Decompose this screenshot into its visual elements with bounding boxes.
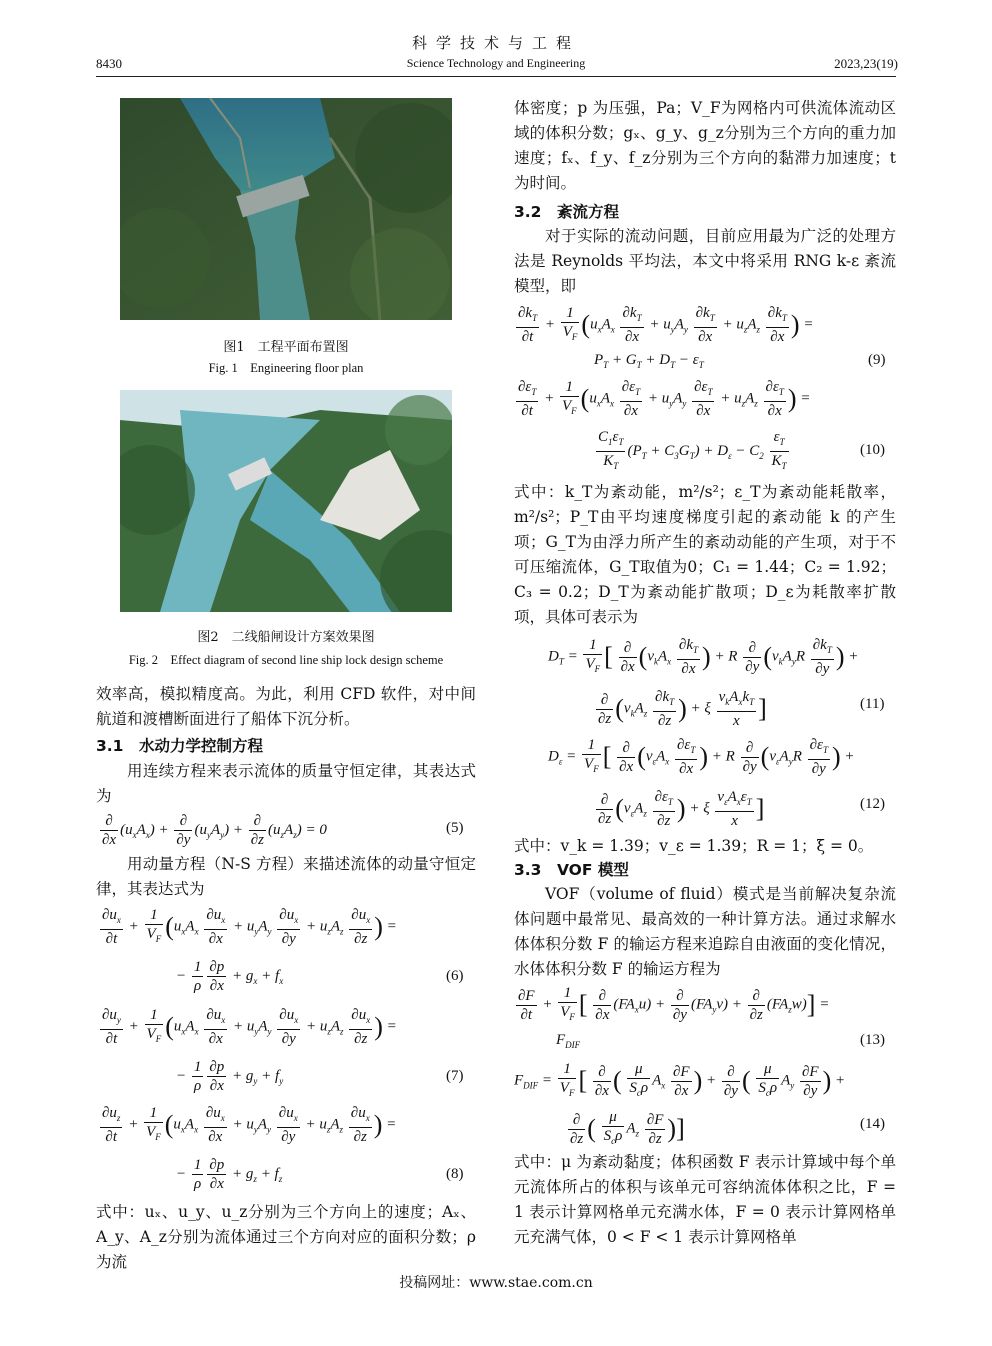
equation-13-rhs: $F_{DIF}$ — [556, 1032, 581, 1050]
left-intro-paragraph: 效率高，模拟精度高。为此，利用 CFD 软件，对中间航道和渡槽断面进行了船体下沉分析。 — [96, 685, 476, 728]
journal-title-en: Science Technology and Engineering — [406, 56, 586, 70]
section-3-3-heading: 3.3 VOF 模型 — [514, 861, 629, 879]
continuity-intro: 用连续方程来表示流体的质量守恒定律，其表达式为 — [96, 762, 476, 805]
equation-5: $\frac{\partial}{\partial x}$ $(u_xA_x)$ + $\frac{\partial}{\partial y}$ $(u_yA_y)$ + $\frac{\partial}{\partial z}$ $(u_zA_z) = 0$ — [102, 813, 327, 848]
equation-7: $\frac{\partial u_y}{\partial t}$ + $\frac{1}{V_F}$ ($u_xA_x$ $\frac{\partial u_x}{\partial x}$ + $u_yA_y$ $\frac{\partial u_x}{\partial y}$ + $u_zA_z$ $\frac{\partial u_x}{\partial z}$ ) = — [102, 1007, 397, 1047]
vof-where-paragraph: 式中：μ 为紊动黏度；体积函数 F 表示计算域中每个单元流体所占的体积与该单元可容纳流体体积之比，F = 1 表示计算网格单元充满水体，F = 0 表示计算网格单元充满气体，0 < F < 1 表示计算网格单 — [514, 1153, 896, 1246]
page-number: 8430 — [96, 56, 122, 71]
figure-1-caption-cn: 图1 工程平面布置图 — [223, 340, 349, 355]
equation-14-rhs: $\frac{\partial}{\partial z}$ ( $\frac{\mu}{S_c\rho}$ $A_z$ $\frac{\partial F}{\partial z}$ )] — [570, 1109, 685, 1147]
footer-url: 投稿网址：www.stae.com.cn — [399, 1275, 593, 1291]
equation-12-number: (12) — [860, 796, 885, 812]
figure-2-caption-en: Fig. 2 Effect diagram of second line ship lock design scheme — [128, 653, 444, 667]
right-where-paragraph: 式中：k_T为紊动能，m²/s²；ε_T为紊动能耗散率，m²/s²；P_T由平均速度梯度引起的紊动能 k 的产生项；G_T为由浮力所产生的紊动动能的产生项，对于不可压缩流体，G_T取值为0；C₁ = 1.44；C₂ = 1.92；C₃ = 0.2；D_T为紊动能扩散项；D_ε为耗散率扩散项，具体可表示为 — [514, 483, 896, 626]
momentum-intro: 用动量方程（N-S 方程）来描述流体的动量守恒定律，其表达式为 — [96, 855, 476, 898]
header-rule — [96, 76, 896, 77]
vof-paragraph: VOF（volume of fluid）模式是当前解决复杂流体问题中最常见、最高效的一种计算方法。通过求解水体体积分数 F 的输运方程来追踪自由液面的变化情况，水体体积分数 F 的输运方程为 — [514, 885, 896, 978]
equation-11: $D_T$ = $\frac{1}{V_F}$ [ $\frac{\partial}{\partial x}$ ($v_kA_x$ $\frac{\partial k_T}{\partial x}$ ) + R $\frac{\partial}{\partial y}$ ($v_kA_yR$ $\frac{\partial k_T}{\partial y}$ ) + — [548, 637, 859, 677]
equation-13-number: (13) — [860, 1032, 885, 1048]
journal-title-cn: 科学技术与工程 — [411, 34, 580, 52]
equation-8-number: (8) — [446, 1166, 464, 1182]
figure-2-caption-cn: 图2 二线船闸设计方案效果图 — [197, 630, 375, 645]
figure-1-image — [120, 98, 452, 320]
equation-9: $\frac{\partial k_T}{\partial t}$ + $\frac{1}{V_F}$ ($u_xA_x$ $\frac{\partial k_T}{\partial x}$ + $u_yA_y$ $\frac{\partial k_T}{\partial x}$ + $u_zA_z$ $\frac{\partial k_T}{\partial x}$ ) = — [518, 305, 814, 345]
equation-13: $\frac{\partial F}{\partial t}$ + $\frac{1}{V_F}$ [ $\frac{\partial}{\partial x}$ $(FA_xu)$ + $\frac{\partial}{\partial y}$ $(FA_yv)$ + $\frac{\partial}{\partial z}$ $(FA_zw)$] = — [518, 985, 830, 1023]
equation-14-number: (14) — [860, 1116, 885, 1132]
equation-11-number: (11) — [860, 696, 885, 712]
equation-6-rhs: − $\frac{1}{\rho}$ $\frac{\partial p}{\partial x}$ + $g_x + f_x$ — [176, 959, 284, 994]
equation-12: $D_\varepsilon$ = $\frac{1}{V_F}$ [ $\frac{\partial}{\partial x}$ ($v_\varepsilon A_x$ $\frac{\partial\varepsilon_T}{\partial x}$ ) + R $\frac{\partial}{\partial y}$ ($v_\varepsilon A_yR$ $\frac{\partial\varepsilon_T}{\partial y}$ ) + — [548, 737, 855, 777]
equation-8-rhs: − $\frac{1}{\rho}$ $\frac{\partial p}{\partial x}$ + $g_z + f_z$ — [176, 1157, 283, 1192]
section-3-1-heading: 3.1 水动力学控制方程 — [96, 737, 263, 755]
equation-10-number: (10) — [860, 442, 885, 458]
equation-11-rhs: $\frac{\partial}{\partial z}$ ($v_kA_z$ $\frac{\partial k_T}{\partial z}$ ) + ξ $\frac{v_kA_xk_T}{x}$ ] — [598, 689, 767, 729]
right-cont-paragraph: 体密度；p 为压强，Pa；V_F为网格内可供流体流动区域的体积分数；gₓ、g_y、g_z分别为三个方向的重力加速度；fₓ、f_y、f_z分别为三个方向的黏滞力加速度；t 为时间。 — [514, 99, 896, 192]
equation-7-rhs: − $\frac{1}{\rho}$ $\frac{\partial p}{\partial x}$ + $g_y + f_y$ — [176, 1059, 284, 1094]
equation-14: $F_{DIF}$ = $\frac{1}{V_F}$ [ $\frac{\partial}{\partial x}$ ( $\frac{\mu}{S_c\rho}$ $A_x$ $\frac{\partial F}{\partial x}$ ) + $\frac{\partial}{\partial y}$ ( $\frac{\mu}{S_c\rho}$ $A_y$ $\frac{\partial F}{\partial y}$ ) + — [514, 1061, 846, 1099]
figure-2-image — [120, 390, 452, 612]
equation-9-rhs: $P_T + G_T + D_T - \varepsilon_T$ — [594, 352, 704, 370]
constants-paragraph: 式中：v_k = 1.39；v_ε = 1.39；R = 1；ξ = 0。 — [514, 837, 874, 855]
section-3-2-heading: 3.2 紊流方程 — [514, 203, 619, 221]
equation-6: $\frac{\partial u_x}{\partial t}$ + $\frac{1}{V_F}$ ($u_xA_x$ $\frac{\partial u_x}{\partial x}$ + $u_yA_y$ $\frac{\partial u_x}{\partial y}$ + $u_zA_z$ $\frac{\partial u_x}{\partial z}$ ) = — [102, 907, 397, 947]
equation-12-rhs: $\frac{\partial}{\partial z}$ ($v_\varepsilon A_z$ $\frac{\partial\varepsilon_T}{\partial z}$ ) + ξ $\frac{v_\varepsilon A_x\varepsilon_T}{x}$ ] — [598, 789, 765, 829]
equation-10: $\frac{\partial\varepsilon_T}{\partial t}$ + $\frac{1}{V_F}$ ($u_xA_x$ $\frac{\partial\varepsilon_T}{\partial x}$ + $u_yA_y$ $\frac{\partial\varepsilon_T}{\partial x}$ + $u_zA_z$ $\frac{\partial\varepsilon_T}{\partial x}$ ) = — [518, 379, 811, 419]
figure-1-caption-en: Fig. 1 Engineering floor plan — [208, 361, 364, 375]
equation-7-number: (7) — [446, 1068, 464, 1084]
equation-9-number: (9) — [868, 352, 886, 368]
equation-8: $\frac{\partial u_z}{\partial t}$ + $\frac{1}{V_F}$ ($u_xA_x$ $\frac{\partial u_x}{\partial x}$ + $u_yA_y$ $\frac{\partial u_x}{\partial y}$ + $u_zA_z$ $\frac{\partial u_x}{\partial z}$ ) = — [102, 1105, 397, 1145]
volume-issue: 2023,23(19) — [834, 56, 898, 71]
equation-6-number: (6) — [446, 968, 464, 984]
equation-5-number: (5) — [446, 820, 464, 836]
equation-10-rhs: $\frac{C_1\varepsilon_T}{K_T}$ $(P_T + C_3G_T) + D_\varepsilon - C_2$ $\frac{\varepsilon_T}{K_T}$ — [598, 429, 787, 471]
turbulence-intro: 对于实际的流动问题，目前应用最为广泛的处理方法是 Reynolds 平均法，本文中将采用 RNG k-ε 紊流模型，即 — [514, 227, 896, 295]
left-where-paragraph: 式中：uₓ、u_y、u_z分别为三个方向上的速度；Aₓ、A_y、A_z分别为流体通过三个方向对应的面积分数；ρ 为流 — [96, 1203, 476, 1271]
